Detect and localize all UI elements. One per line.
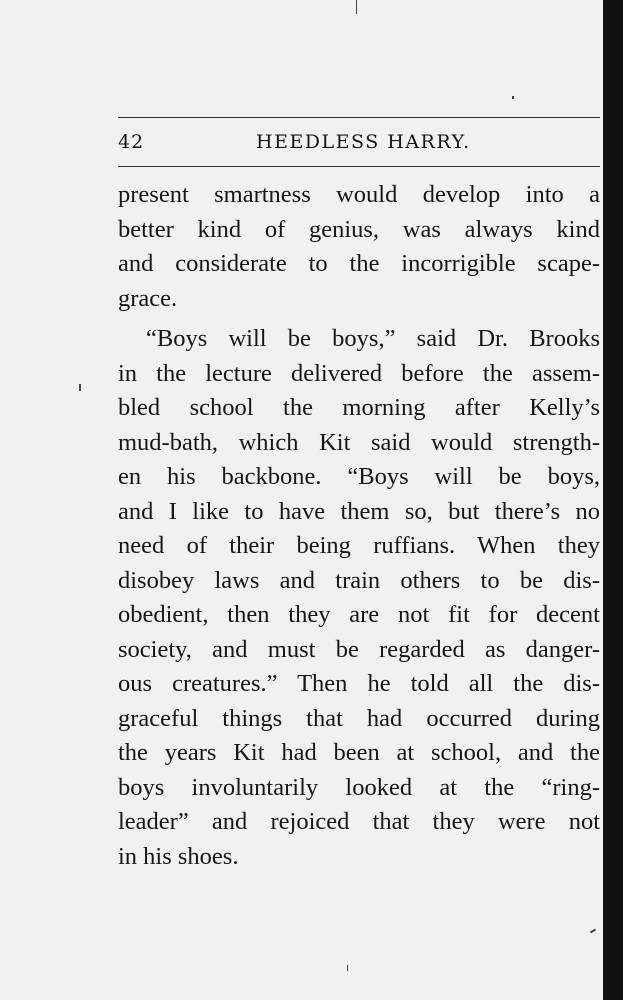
running-head: HEEDLESS HARRY. — [256, 131, 471, 153]
text-line: society, and must be regarded as danger- — [118, 635, 600, 663]
text-line: bled school the morning after Kelly’s — [118, 394, 600, 421]
text-line: ous creatures.” Then he told all the dis- — [118, 670, 600, 697]
text-line: grace. — [118, 284, 178, 312]
header-rule-bottom — [118, 166, 600, 167]
scan-speck — [512, 96, 514, 99]
paragraph-2 — [118, 322, 600, 874]
text-line: need of their being ruffians. When they — [118, 532, 600, 559]
page-edge-shadow — [603, 0, 623, 1000]
text-line: the years Kit had been at school, and the — [118, 739, 600, 766]
page-number: 42 — [118, 131, 145, 153]
text-line: in his shoes. — [118, 842, 239, 870]
text-line: en his backbone. “Boys will be boys, — [118, 463, 600, 490]
header-rule-top — [118, 117, 600, 118]
text-line: “Boys will be boys,” said Dr. Brooks — [146, 325, 600, 352]
text-line: obedient, then they are not fit for decent — [118, 601, 600, 628]
text-line: boys involuntarily looked at the “ring- — [118, 773, 600, 801]
text-line: better kind of genius, was always kind — [118, 215, 600, 243]
scan-speck — [356, 0, 357, 14]
body-text — [118, 178, 600, 874]
paragraph-1 — [118, 178, 600, 316]
text-line: leader” and rejoiced that they were not — [118, 808, 600, 835]
text-line: mud-bath, which Kit said would strength- — [118, 428, 600, 456]
text-line: and considerate to the incorrigible scape- — [118, 250, 600, 277]
text-line: in the lecture delivered before the assem- — [118, 359, 600, 387]
text-line: graceful things that had occurred during — [118, 704, 600, 732]
page-header — [118, 131, 600, 159]
scan-speck — [79, 384, 81, 391]
text-line: and I like to have them so, but there’s no — [118, 497, 600, 525]
text-line: disobey laws and train others to be dis- — [118, 566, 600, 594]
text-line: present smartness would develop into a — [118, 181, 600, 208]
scan-speck — [347, 965, 348, 971]
